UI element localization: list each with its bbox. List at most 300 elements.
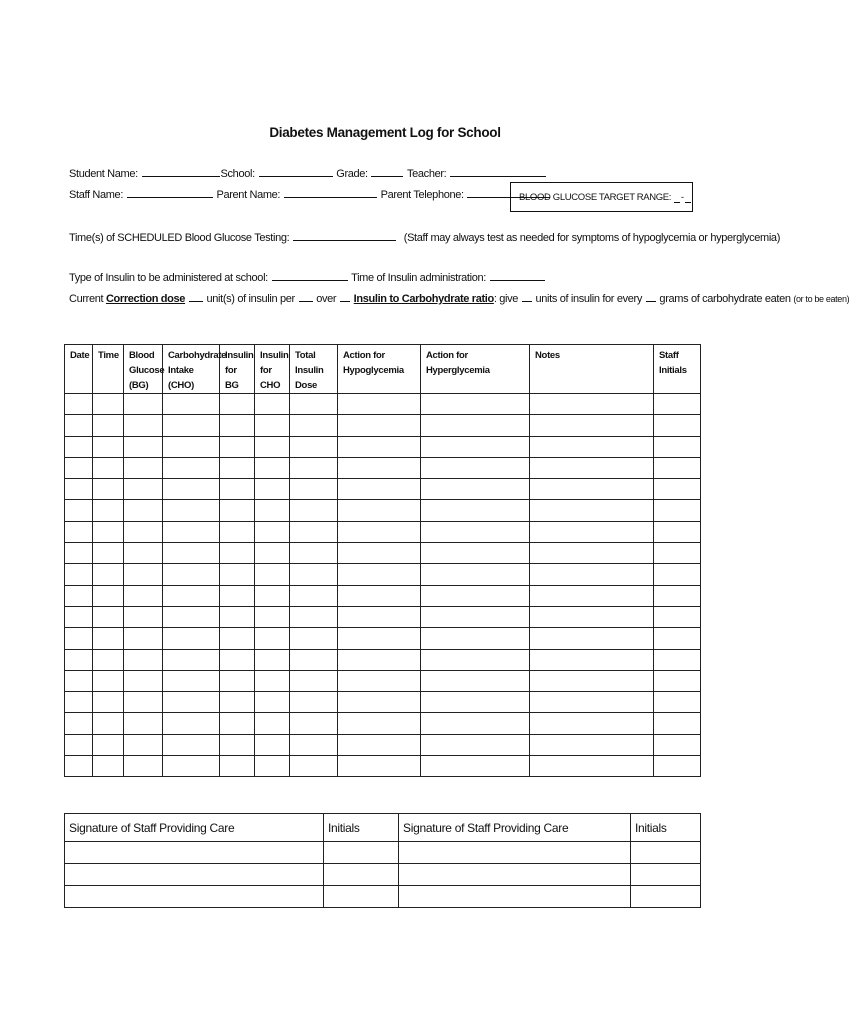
signature-cell[interactable]	[65, 886, 324, 908]
log-cell[interactable]	[65, 606, 93, 627]
form-title: Diabetes Management Log for School	[269, 125, 501, 140]
log-cell[interactable]	[654, 479, 701, 500]
log-cell[interactable]	[654, 521, 701, 542]
log-cell[interactable]	[338, 692, 421, 713]
log-cell[interactable]	[255, 606, 290, 627]
log-cell[interactable]	[124, 734, 163, 755]
grade-field[interactable]	[371, 166, 403, 177]
log-cell[interactable]	[124, 606, 163, 627]
log-cell[interactable]	[124, 521, 163, 542]
log-header-text: Insulin	[225, 350, 254, 361]
log-cell[interactable]	[65, 628, 93, 649]
log-cell[interactable]	[654, 585, 701, 606]
log-cell[interactable]	[255, 479, 290, 500]
log-cell[interactable]	[290, 756, 338, 777]
log-cell[interactable]	[255, 692, 290, 713]
signature-cell[interactable]	[65, 864, 324, 886]
log-header-text: CHO	[260, 380, 281, 391]
log-cell[interactable]	[654, 734, 701, 755]
testing-note: (Staff may always test as needed for symptoms of hypoglycemia or hyperglycemia)	[403, 232, 781, 244]
log-cell[interactable]	[654, 436, 701, 457]
log-cell[interactable]	[338, 606, 421, 627]
log-row	[65, 394, 701, 415]
log-header-text: for	[260, 365, 272, 376]
log-cell[interactable]	[124, 756, 163, 777]
log-row	[65, 564, 701, 585]
log-cell[interactable]	[93, 521, 124, 542]
log-header-text: Blood	[129, 350, 155, 361]
signature-header-2: Signature of Staff Providing Care	[399, 814, 631, 842]
log-cell[interactable]	[220, 756, 255, 777]
insulin-time-field[interactable]	[490, 270, 545, 281]
log-cell[interactable]	[421, 415, 530, 436]
parent-name-field[interactable]	[284, 187, 377, 198]
initials-header-1: Initials	[324, 814, 399, 842]
insulin-type-line	[69, 270, 546, 284]
log-cell[interactable]	[220, 500, 255, 521]
log-cell[interactable]	[421, 521, 530, 542]
log-cell[interactable]	[163, 436, 220, 457]
log-cell[interactable]	[65, 479, 93, 500]
correction-units-field[interactable]	[189, 291, 203, 302]
log-cell[interactable]	[220, 734, 255, 755]
teacher-label: Teacher:	[407, 168, 447, 180]
log-row	[65, 521, 701, 542]
log-cell[interactable]	[124, 670, 163, 691]
log-cell[interactable]	[93, 734, 124, 755]
log-cell[interactable]	[338, 713, 421, 734]
log-row	[65, 606, 701, 627]
log-cell[interactable]	[220, 585, 255, 606]
log-cell[interactable]	[163, 756, 220, 777]
log-cell[interactable]	[65, 394, 93, 415]
log-cell[interactable]	[163, 670, 220, 691]
log-header-cell	[65, 345, 93, 394]
log-cell[interactable]	[530, 734, 654, 755]
signature-cell[interactable]	[631, 886, 701, 908]
log-row	[65, 585, 701, 606]
log-cell[interactable]	[163, 457, 220, 478]
log-cell[interactable]	[338, 436, 421, 457]
log-cell[interactable]	[338, 649, 421, 670]
log-cell[interactable]	[124, 692, 163, 713]
log-body	[65, 394, 701, 777]
signature-row	[65, 886, 701, 908]
log-cell[interactable]	[65, 670, 93, 691]
log-cell[interactable]	[163, 692, 220, 713]
log-cell[interactable]	[65, 457, 93, 478]
log-cell[interactable]	[220, 628, 255, 649]
log-header-text: Hypoglycemia	[343, 365, 404, 376]
log-header-row	[65, 345, 701, 394]
give-label: : give	[493, 293, 519, 305]
log-cell[interactable]	[530, 564, 654, 585]
log-cell[interactable]	[421, 479, 530, 500]
log-cell[interactable]	[220, 415, 255, 436]
log-cell[interactable]	[654, 415, 701, 436]
log-row	[65, 628, 701, 649]
log-cell[interactable]	[65, 649, 93, 670]
units-per-label: unit(s) of insulin per	[206, 293, 295, 305]
log-cell[interactable]	[530, 585, 654, 606]
log-cell[interactable]	[530, 649, 654, 670]
insulin-type-label: Type of Insulin to be administered at school:	[69, 272, 268, 284]
log-cell[interactable]	[290, 543, 338, 564]
log-cell[interactable]	[421, 394, 530, 415]
log-cell[interactable]	[93, 415, 124, 436]
log-cell[interactable]	[163, 500, 220, 521]
log-cell[interactable]	[290, 500, 338, 521]
log-cell[interactable]	[290, 670, 338, 691]
log-cell[interactable]	[290, 415, 338, 436]
log-cell[interactable]	[124, 436, 163, 457]
log-cell[interactable]	[93, 457, 124, 478]
log-row	[65, 457, 701, 478]
log-cell[interactable]	[530, 606, 654, 627]
log-header-text: Carbohydrate	[168, 350, 227, 361]
log-header-text: Time	[98, 350, 119, 361]
log-cell[interactable]	[290, 692, 338, 713]
log-cell[interactable]	[93, 564, 124, 585]
log-cell[interactable]	[290, 734, 338, 755]
log-cell[interactable]	[530, 521, 654, 542]
log-cell[interactable]	[93, 585, 124, 606]
log-cell[interactable]	[65, 756, 93, 777]
log-cell[interactable]	[290, 713, 338, 734]
log-cell[interactable]	[654, 756, 701, 777]
glucose-log-table	[64, 344, 701, 777]
signature-cell[interactable]	[399, 864, 631, 886]
log-cell[interactable]	[93, 436, 124, 457]
log-header-text: Hyperglycemia	[426, 365, 490, 376]
log-cell[interactable]	[338, 521, 421, 542]
log-cell[interactable]	[220, 521, 255, 542]
log-header-text: (CHO)	[168, 380, 194, 391]
log-header-text: Insulin	[260, 350, 289, 361]
log-cell[interactable]	[421, 457, 530, 478]
log-cell[interactable]	[338, 543, 421, 564]
log-cell[interactable]	[255, 394, 290, 415]
signature-row	[65, 842, 701, 864]
correction-dose-label: Correction dose	[105, 293, 186, 305]
staff-info-line	[69, 187, 551, 201]
log-cell[interactable]	[65, 521, 93, 542]
log-cell[interactable]	[65, 713, 93, 734]
log-cell[interactable]	[654, 394, 701, 415]
log-cell[interactable]	[220, 436, 255, 457]
log-cell[interactable]	[65, 692, 93, 713]
log-cell[interactable]	[530, 543, 654, 564]
log-cell[interactable]	[65, 415, 93, 436]
log-cell[interactable]	[255, 564, 290, 585]
log-cell[interactable]	[530, 479, 654, 500]
log-cell[interactable]	[124, 394, 163, 415]
log-cell[interactable]	[654, 692, 701, 713]
to-be-eaten-note: (or to be eaten)	[793, 294, 849, 304]
log-cell[interactable]	[255, 649, 290, 670]
teacher-field[interactable]	[450, 166, 546, 177]
log-cell[interactable]	[530, 436, 654, 457]
log-header-text: Action for	[426, 350, 468, 361]
insulin-time-label: Time of Insulin administration:	[351, 272, 486, 284]
testing-line	[69, 230, 780, 244]
log-cell[interactable]	[290, 606, 338, 627]
log-cell[interactable]	[530, 394, 654, 415]
log-cell[interactable]	[124, 457, 163, 478]
log-cell[interactable]	[255, 756, 290, 777]
over-label: over	[316, 293, 337, 305]
log-cell[interactable]	[421, 606, 530, 627]
log-cell[interactable]	[220, 606, 255, 627]
log-cell[interactable]	[530, 457, 654, 478]
log-cell[interactable]	[338, 756, 421, 777]
log-cell[interactable]	[124, 543, 163, 564]
log-cell[interactable]	[338, 394, 421, 415]
correction-per-field[interactable]	[299, 291, 313, 302]
log-cell[interactable]	[93, 628, 124, 649]
log-cell[interactable]	[654, 713, 701, 734]
log-row	[65, 415, 701, 436]
log-cell[interactable]	[654, 564, 701, 585]
target-range-low-field[interactable]	[674, 192, 680, 203]
log-cell[interactable]	[124, 479, 163, 500]
log-row	[65, 436, 701, 457]
log-cell[interactable]	[124, 585, 163, 606]
log-header-text: Staff	[659, 350, 679, 361]
signature-body	[65, 842, 701, 908]
log-cell[interactable]	[124, 628, 163, 649]
scheduled-testing-field[interactable]	[293, 230, 396, 241]
log-header-text: Dose	[295, 380, 318, 391]
log-cell[interactable]	[163, 606, 220, 627]
log-cell[interactable]	[255, 415, 290, 436]
signature-cell[interactable]	[324, 886, 399, 908]
log-row	[65, 500, 701, 521]
log-header-cell	[338, 345, 421, 394]
log-cell[interactable]	[290, 436, 338, 457]
log-cell[interactable]	[530, 670, 654, 691]
log-cell[interactable]	[93, 713, 124, 734]
log-header-cell	[93, 345, 124, 394]
log-header-text: Insulin	[295, 365, 324, 376]
log-cell[interactable]	[290, 585, 338, 606]
ratio-units-field[interactable]	[522, 291, 532, 302]
log-cell[interactable]	[65, 564, 93, 585]
log-cell[interactable]	[65, 543, 93, 564]
log-cell[interactable]	[65, 500, 93, 521]
log-cell[interactable]	[65, 436, 93, 457]
log-cell[interactable]	[530, 692, 654, 713]
log-header-text: BG	[225, 380, 239, 391]
units-every-label: units of insulin for every	[535, 293, 642, 305]
log-header-cell	[290, 345, 338, 394]
parent-name-label: Parent Name:	[216, 189, 281, 201]
log-cell[interactable]	[163, 628, 220, 649]
log-cell[interactable]	[290, 521, 338, 542]
log-header-cell	[220, 345, 255, 394]
log-cell[interactable]	[290, 479, 338, 500]
log-cell[interactable]	[255, 543, 290, 564]
log-cell[interactable]	[654, 670, 701, 691]
ratio-grams-field[interactable]	[646, 291, 656, 302]
log-cell[interactable]	[654, 606, 701, 627]
log-cell[interactable]	[530, 756, 654, 777]
initials-header-2: Initials	[631, 814, 701, 842]
log-cell[interactable]	[163, 415, 220, 436]
correction-over-field[interactable]	[340, 291, 350, 302]
log-cell[interactable]	[93, 670, 124, 691]
log-cell[interactable]	[290, 628, 338, 649]
log-header-text: Initials	[659, 365, 687, 376]
log-cell[interactable]	[255, 436, 290, 457]
signature-cell[interactable]	[324, 864, 399, 886]
log-cell[interactable]	[163, 479, 220, 500]
log-cell[interactable]	[220, 543, 255, 564]
signature-table	[64, 813, 701, 908]
log-cell[interactable]	[163, 713, 220, 734]
log-row	[65, 670, 701, 691]
log-cell[interactable]	[163, 564, 220, 585]
blood-glucose-target-range-box	[510, 182, 693, 212]
log-cell[interactable]	[421, 436, 530, 457]
log-cell[interactable]	[338, 415, 421, 436]
log-cell[interactable]	[421, 670, 530, 691]
log-cell[interactable]	[163, 734, 220, 755]
log-cell[interactable]	[220, 649, 255, 670]
log-cell[interactable]	[93, 479, 124, 500]
log-cell[interactable]	[421, 756, 530, 777]
correction-line	[69, 291, 849, 305]
student-name-label: Student Name:	[69, 168, 138, 180]
log-cell[interactable]	[421, 713, 530, 734]
log-row	[65, 649, 701, 670]
log-cell[interactable]	[255, 585, 290, 606]
current-label: Current	[69, 293, 104, 305]
log-cell[interactable]	[654, 500, 701, 521]
log-cell[interactable]	[421, 585, 530, 606]
signature-row	[65, 864, 701, 886]
log-cell[interactable]	[654, 628, 701, 649]
staff-name-field[interactable]	[127, 187, 213, 198]
log-cell[interactable]	[163, 521, 220, 542]
log-cell[interactable]	[220, 692, 255, 713]
log-cell[interactable]	[338, 500, 421, 521]
log-cell[interactable]	[93, 692, 124, 713]
log-cell[interactable]	[654, 543, 701, 564]
log-cell[interactable]	[421, 543, 530, 564]
log-row	[65, 479, 701, 500]
insulin-type-field[interactable]	[272, 270, 348, 281]
log-cell[interactable]	[93, 500, 124, 521]
signature-cell[interactable]	[399, 886, 631, 908]
log-cell[interactable]	[163, 649, 220, 670]
log-cell[interactable]	[220, 479, 255, 500]
log-cell[interactable]	[654, 649, 701, 670]
log-cell[interactable]	[255, 713, 290, 734]
signature-cell[interactable]	[324, 842, 399, 864]
log-cell[interactable]	[290, 564, 338, 585]
log-cell[interactable]	[255, 521, 290, 542]
log-cell[interactable]	[290, 394, 338, 415]
log-cell[interactable]	[93, 394, 124, 415]
log-row	[65, 713, 701, 734]
log-cell[interactable]	[220, 713, 255, 734]
log-cell[interactable]	[255, 734, 290, 755]
signature-cell[interactable]	[399, 842, 631, 864]
log-cell[interactable]	[255, 670, 290, 691]
log-cell[interactable]	[338, 670, 421, 691]
log-cell[interactable]	[93, 543, 124, 564]
log-cell[interactable]	[65, 585, 93, 606]
log-cell[interactable]	[93, 606, 124, 627]
signature-cell[interactable]	[631, 842, 701, 864]
log-header-cell	[654, 345, 701, 394]
log-cell[interactable]	[163, 585, 220, 606]
log-cell[interactable]	[124, 500, 163, 521]
target-range-label: BLOOD GLUCOSE TARGET RANGE:	[519, 191, 672, 203]
log-cell[interactable]	[65, 734, 93, 755]
log-cell[interactable]	[93, 649, 124, 670]
school-field[interactable]	[259, 166, 333, 177]
log-cell[interactable]	[338, 734, 421, 755]
log-cell[interactable]	[93, 756, 124, 777]
log-cell[interactable]	[220, 394, 255, 415]
log-cell[interactable]	[338, 585, 421, 606]
log-cell[interactable]	[530, 628, 654, 649]
student-name-field[interactable]	[142, 166, 220, 177]
log-header-text: Notes	[535, 350, 560, 361]
log-cell[interactable]	[255, 500, 290, 521]
signature-header-1: Signature of Staff Providing Care	[65, 814, 324, 842]
signature-cell[interactable]	[631, 864, 701, 886]
log-cell[interactable]	[220, 457, 255, 478]
log-cell[interactable]	[290, 457, 338, 478]
log-cell[interactable]	[220, 670, 255, 691]
signature-header-row	[65, 814, 701, 842]
log-cell[interactable]	[163, 394, 220, 415]
log-cell[interactable]	[421, 649, 530, 670]
log-cell[interactable]	[530, 415, 654, 436]
parent-telephone-label: Parent Telephone:	[380, 189, 464, 201]
log-cell[interactable]	[163, 543, 220, 564]
log-cell[interactable]	[338, 628, 421, 649]
log-cell[interactable]	[124, 564, 163, 585]
log-cell[interactable]	[421, 500, 530, 521]
log-cell[interactable]	[255, 457, 290, 478]
log-cell[interactable]	[124, 649, 163, 670]
log-cell[interactable]	[338, 479, 421, 500]
target-range-high-field[interactable]	[685, 192, 691, 203]
log-cell[interactable]	[421, 734, 530, 755]
log-header-cell	[124, 345, 163, 394]
log-cell[interactable]	[421, 692, 530, 713]
signature-cell[interactable]	[65, 842, 324, 864]
log-cell[interactable]	[530, 713, 654, 734]
log-cell[interactable]	[421, 564, 530, 585]
log-cell[interactable]	[124, 415, 163, 436]
log-cell[interactable]	[421, 628, 530, 649]
log-cell[interactable]	[290, 649, 338, 670]
log-cell[interactable]	[338, 564, 421, 585]
log-cell[interactable]	[220, 564, 255, 585]
log-header-text: for	[225, 365, 237, 376]
log-cell[interactable]	[654, 457, 701, 478]
log-cell[interactable]	[255, 628, 290, 649]
log-cell[interactable]	[530, 500, 654, 521]
log-cell[interactable]	[338, 457, 421, 478]
log-cell[interactable]	[124, 713, 163, 734]
log-header-text: Intake	[168, 365, 194, 376]
